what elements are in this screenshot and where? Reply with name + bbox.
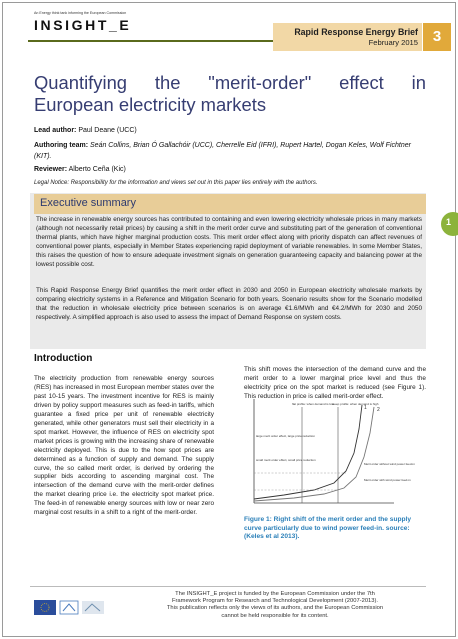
- insight-e-logo: INSIGHT_E: [34, 17, 132, 33]
- merit-order-figure: [244, 395, 426, 509]
- title-word: "merit-order": [208, 72, 312, 93]
- label-without-wind: Merit order without wind power feed-in: [364, 462, 415, 466]
- executive-summary-paragraph-2: This Rapid Response Energy Brief quantifies the merit order effect in 2030 and 2050 in European electricity wholesale markets by comparing electricity systems in a Reference and Mitigation Scenario for both years. Scenario results show for the Scenario modelled that the reduction in wholesale electricity price between scenarios is on average €1.6/MWh and €4.2/MWh for 2030 and 2050 respectively. A simplified approach is also used to assess the impact of Demand Response on system costs.: [36, 287, 422, 321]
- footer-line-3: This publication reflects only the views of its authors, and the European Commission: [166, 605, 384, 612]
- issue-number: 3: [432, 28, 442, 45]
- title-line-2: European electricity markets: [34, 94, 267, 115]
- footer-text: [120, 591, 430, 620]
- reviewer-value: Alberto Ceña (Kic): [68, 166, 126, 173]
- lead-author-label: Lead author:: [34, 127, 77, 134]
- brief-date: February 2015: [368, 38, 418, 47]
- curve-label-2: 2: [377, 407, 380, 413]
- authoring-team: [34, 140, 426, 162]
- tagline: An Energy think tank informing the European Commission: [34, 11, 127, 15]
- label-small-effect: small merit order effect, small price reduction: [256, 458, 316, 462]
- footer-divider: [30, 586, 426, 587]
- lead-author: [34, 125, 137, 136]
- authoring-team-value: Seán Collins, Brian Ó Gallachóir (UCC), Cherrelle Eid (IFRI), Rupert Hartel, Dogan Keles, Wolf Fichtner (KIT).: [34, 142, 411, 160]
- title-word: the: [154, 72, 181, 93]
- introduction-left-column: The electricity production from renewable energy sources (RES) has increased in most European member states over the past 10-15 years. The investment incentive for RES is mainly driven by policy support measures such as feed-in tariffs, which guarantee a fixed price per unit of renewable electricity generated, while other generators must sell their electricity in a spot market. However, the influence of RES on electricity spot market prices is growing with the increasing share of renewable electricity deployed. This is due to the how spot prices are determined as a function of supply and demand. The supply curve, the so called merit order, is derived by ordering the supplier bids according to ascending marginal cost. The intersection of the demand curve with the merit-order defines the market clearing price i.e. the electricity spot market price. The feed-in of renewable energy sources with low or near zero marginal cost results in a shift to a right of the merit-order.: [34, 375, 214, 517]
- title-line-1: [34, 72, 426, 94]
- lead-author-value: Paul Deane (UCC): [78, 127, 137, 134]
- funding-logos: [34, 597, 106, 619]
- reviewer-label: Reviewer:: [34, 166, 68, 173]
- title-word: in: [411, 72, 426, 93]
- label-flat-profile: flat profile: when demand is low: [292, 402, 334, 406]
- label-large-effect: large merit order effect, large price reduction: [256, 434, 315, 438]
- executive-summary-heading: Executive summary: [40, 197, 136, 209]
- page-title: [34, 72, 426, 116]
- brief-title: Rapid Response Energy Brief: [294, 27, 418, 37]
- fp7-logo-icon: [60, 601, 78, 614]
- footer-line-1: The INSIGHT_E project is funded by the European Commission under the 7th: [175, 591, 375, 597]
- side-marker-number: 1: [446, 217, 452, 227]
- label-steep-profile: steep profile: when demand is high: [332, 402, 379, 406]
- merit-order-curve-2: [254, 407, 374, 501]
- reviewer: [34, 164, 126, 175]
- figure-caption: Figure 1: Right shift of the merit order and the supply curve particularly due to wind power feed-in. source: (Keles et al 2013).: [244, 516, 412, 540]
- title-word: effect: [339, 72, 384, 93]
- title-word: Quantifying: [34, 72, 128, 93]
- executive-summary-paragraph-1: The increase in renewable energy sources has contributed to containing and even lowering electricity wholesale prices in many markets (although not necessarily retail prices) by causing a shift in the merit order curve and substituting part of the generation of conventional thermal plants, which have higher marginal production costs. This merit order effect along with priority dispatch can affect revenues of conventional power plants, especially in Member States experiencing rapid deployment of variable renewables. In some Member States, this raises the question of how to ensure adequate investment signals on generation guaranteeing capacity and balancing power at the lowest possible cost.: [36, 216, 422, 268]
- label-with-wind: Merit order with wind power feed-in: [364, 478, 411, 482]
- footer-line-4: cannot be held responsible for its content.: [221, 612, 329, 619]
- partner-logo-icon: [82, 601, 104, 614]
- eu-flag-icon: [34, 600, 56, 615]
- legal-notice: Legal Notice: Responsibility for the information and views set out in this paper lies entirely with the authors.: [34, 180, 318, 186]
- merit-order-curve-1: [254, 405, 362, 499]
- curve-label-1: 1: [364, 405, 367, 411]
- authoring-team-label: Authoring team:: [34, 142, 89, 149]
- introduction-heading: Introduction: [34, 353, 93, 364]
- footer-line-2: Framework Program for Research and Technological Development (2007-2013).: [171, 598, 379, 605]
- introduction-right-column: This shift moves the intersection of the demand curve and the merit order to a lower marginal price level and thus the electricity price on the spot market is reduced (see Figure 1). This reduction in price is called merit-order effect.: [244, 366, 426, 400]
